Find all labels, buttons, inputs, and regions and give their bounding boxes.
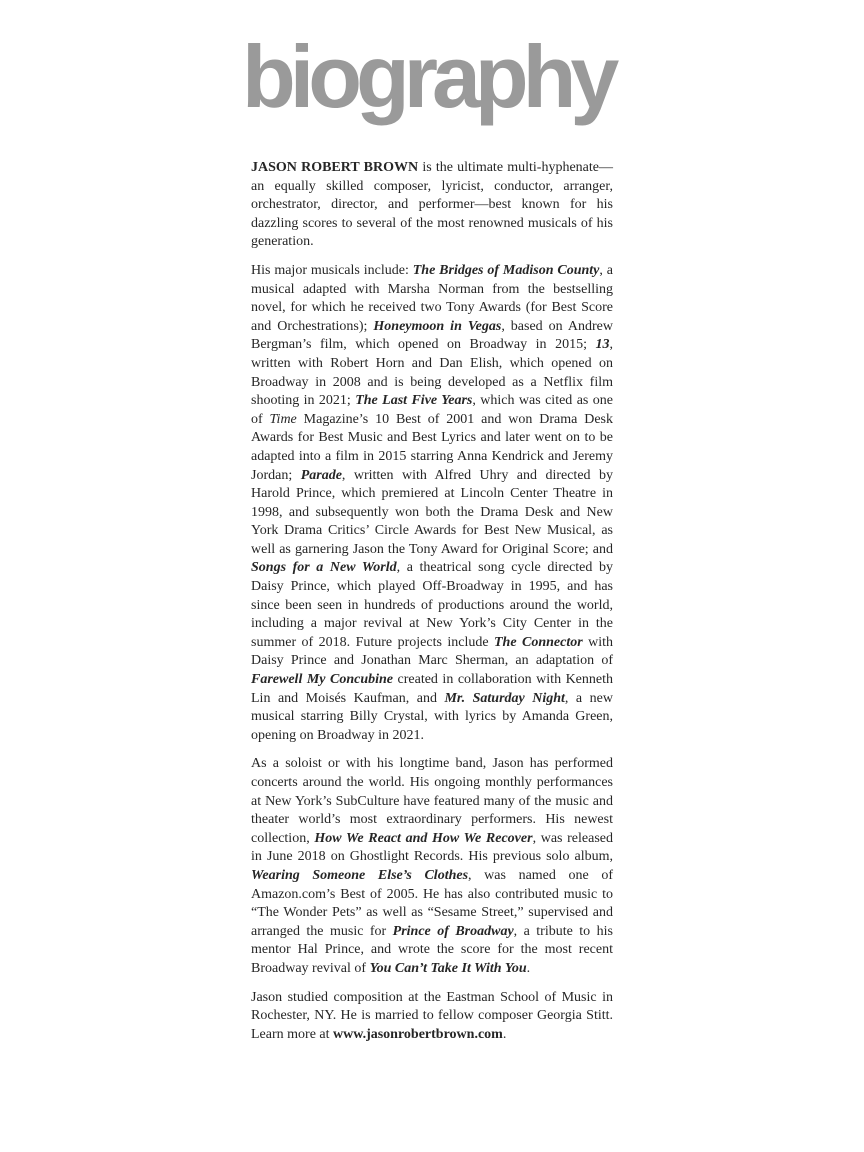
paragraph [251,755,613,978]
paragraph [251,159,613,252]
work-title: How We React and How We Recover [314,830,533,846]
text-segment: As a soloist or with his longtime band, Jason has performed concerts around the world. His ongoing monthly performances at New York’s SubCulture have featured many of the music and theater world’s most extraordinary performers. His newest collection, [251,756,613,846]
text-segment: , written with Robert Horn and Dan Elish, which opened on Broadway in 2008 and is being developed as a Netflix film shooting in 2021; [251,337,613,409]
page-title: biography [242,27,614,126]
text-segment: , a theatrical song cycle directed by Daisy Prince, which played Off-Broadway in 1995, and has since been seen in hundreds of productions around the world, including a major revival at New York’s City Center in the summer of 2018. Future projects include [251,560,613,650]
text-segment: Jason studied composition at the Eastman School of Music in Rochester, NY. He is married to fellow composer Georgia Stitt. Learn more at [251,989,613,1042]
work-title: Prince of Broadway [392,923,514,939]
publication-name: Time [269,411,297,427]
work-title: You Can’t Take It With You [369,960,527,976]
work-title: The Connector [494,634,583,650]
work-title: 13 [595,337,610,353]
biography-text [251,159,613,1054]
work-title: Mr. Saturday Night [444,690,565,706]
text-segment: , was released in June 2018 on Ghostlight Records. His previous solo album, [251,830,613,865]
text-segment: Magazine’s 10 Best of 2001 and won Drama Desk Awards for Best Music and Best Lyrics and later went on to be adapted into a film in 2015 starring Anna Kendrick and Jeremy Jordan; [251,411,613,483]
website-url: www.jasonrobertbrown.com [333,1026,503,1042]
text-segment: His major musicals include: [251,262,413,278]
text-segment: , a tribute to his mentor Hal Prince, and wrote the score for the most recent Broadway revival of [251,923,613,976]
work-title: Farewell My Concubine [251,672,394,688]
text-segment: , written with Alfred Uhry and directed by Harold Prince, which premiered at Lincoln Center Theatre in 1998, and subsequently won both the Drama Desk and New York Drama Critics’ Circle Awards for Best New Musical, as well as garnering Jason the Tony Award for Original Score; and [251,467,613,557]
paragraph [251,262,613,745]
paragraph [251,989,613,1045]
text-segment: , was named one of Amazon.com’s Best of 2005. He has also contributed music to “The Wonder Pets” as well as “Sesame Street,” supervised and arranged the music for [251,867,614,939]
text-segment: . [526,960,531,976]
text-segment: , which was cited as one of [251,393,613,427]
text-segment: , a new musical starring Billy Crystal, with lyrics by Amanda Green, opening on Broadway in 2021. [251,690,613,743]
work-title: Parade [300,467,342,483]
work-title: The Bridges of Madison County [412,262,600,278]
text-segment: , a musical adapted with Marsha Norman from the bestselling novel, for which he received two Tony Awards (for Best Score and Orchestrations); [251,262,614,334]
work-title: Songs for a New World [251,560,397,576]
text-segment: . [502,1026,507,1042]
text-segment: created in collaboration with Kenneth Lin and Moisés Kaufman, and [251,672,613,706]
person-name: JASON ROBERT BROWN [251,160,419,175]
work-title: Honeymoon in Vegas [373,318,502,334]
work-title: Wearing Someone Else’s Clothes [251,867,469,883]
text-segment: is the ultimate multi-hyphenate—an equally skilled composer, lyricist, conductor, arranger, orchestrator, director, and performer—best known for his dazzling scores to several of the most renowned musicals of his generation. [251,160,613,250]
work-title: The Last Five Years [355,393,473,409]
text-segment: with Daisy Prince and Jonathan Marc Sherman, an adaptation of [251,634,614,669]
text-segment: , based on Andrew Bergman’s film, which opened on Broadway in 2015; [251,318,613,353]
